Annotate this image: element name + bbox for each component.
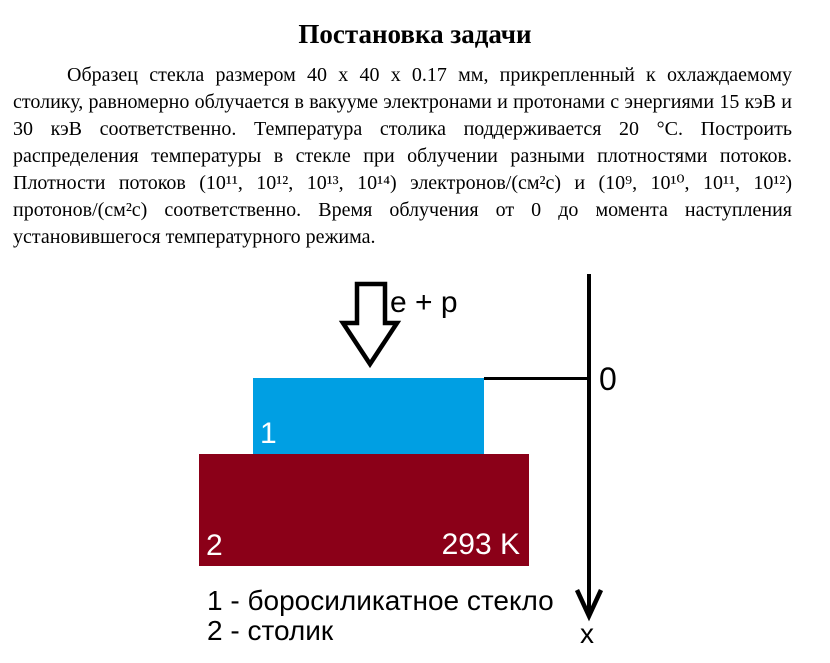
stage-temperature-label: 293 K (441, 528, 520, 561)
beam-label: e + p (390, 286, 458, 319)
paragraph-line: распределения температуры в стекле при облучении разными плотностями потоков. (13, 145, 792, 167)
paragraph-line: столику, равномерно облучается в вакууме электронами и протонами с энергиями 15 кэВ и (13, 91, 792, 113)
paragraph-line: 30 кэВ соответственно. Температура столика поддерживается 20 °С. Построить (13, 118, 792, 140)
glass-sample-rect (253, 378, 484, 454)
stage-number-label: 2 (206, 529, 223, 562)
glass-number-label: 1 (260, 417, 277, 450)
axis-origin-label: 0 (599, 361, 617, 397)
legend-stage: 2 - столик (207, 615, 334, 646)
paragraph-line: Образец стекла размером 40 x 40 x 0.17 мм, прикрепленный к охлаждаемому (67, 64, 792, 86)
diagram-legend (207, 586, 554, 646)
stage-rect (199, 454, 529, 566)
problem-statement (13, 62, 792, 251)
paragraph-line: Плотности потоков (10¹¹, 10¹², 10¹³, 10¹⁴) электронов/(см²с) и (10⁹, 10¹⁰, 10¹¹, 10¹²) (13, 172, 792, 194)
legend-glass: 1 - боросиликатное стекло (207, 585, 554, 616)
x-axis-line (573, 272, 607, 622)
page-title: Постановка задачи (298, 19, 532, 49)
paragraph-line: протонов/(см²с) соответственно. Время облучения от 0 до момента наступления (13, 199, 792, 221)
axis-x-label: x (580, 618, 594, 649)
paragraph-line: установившегося температурного режима. (13, 226, 376, 248)
